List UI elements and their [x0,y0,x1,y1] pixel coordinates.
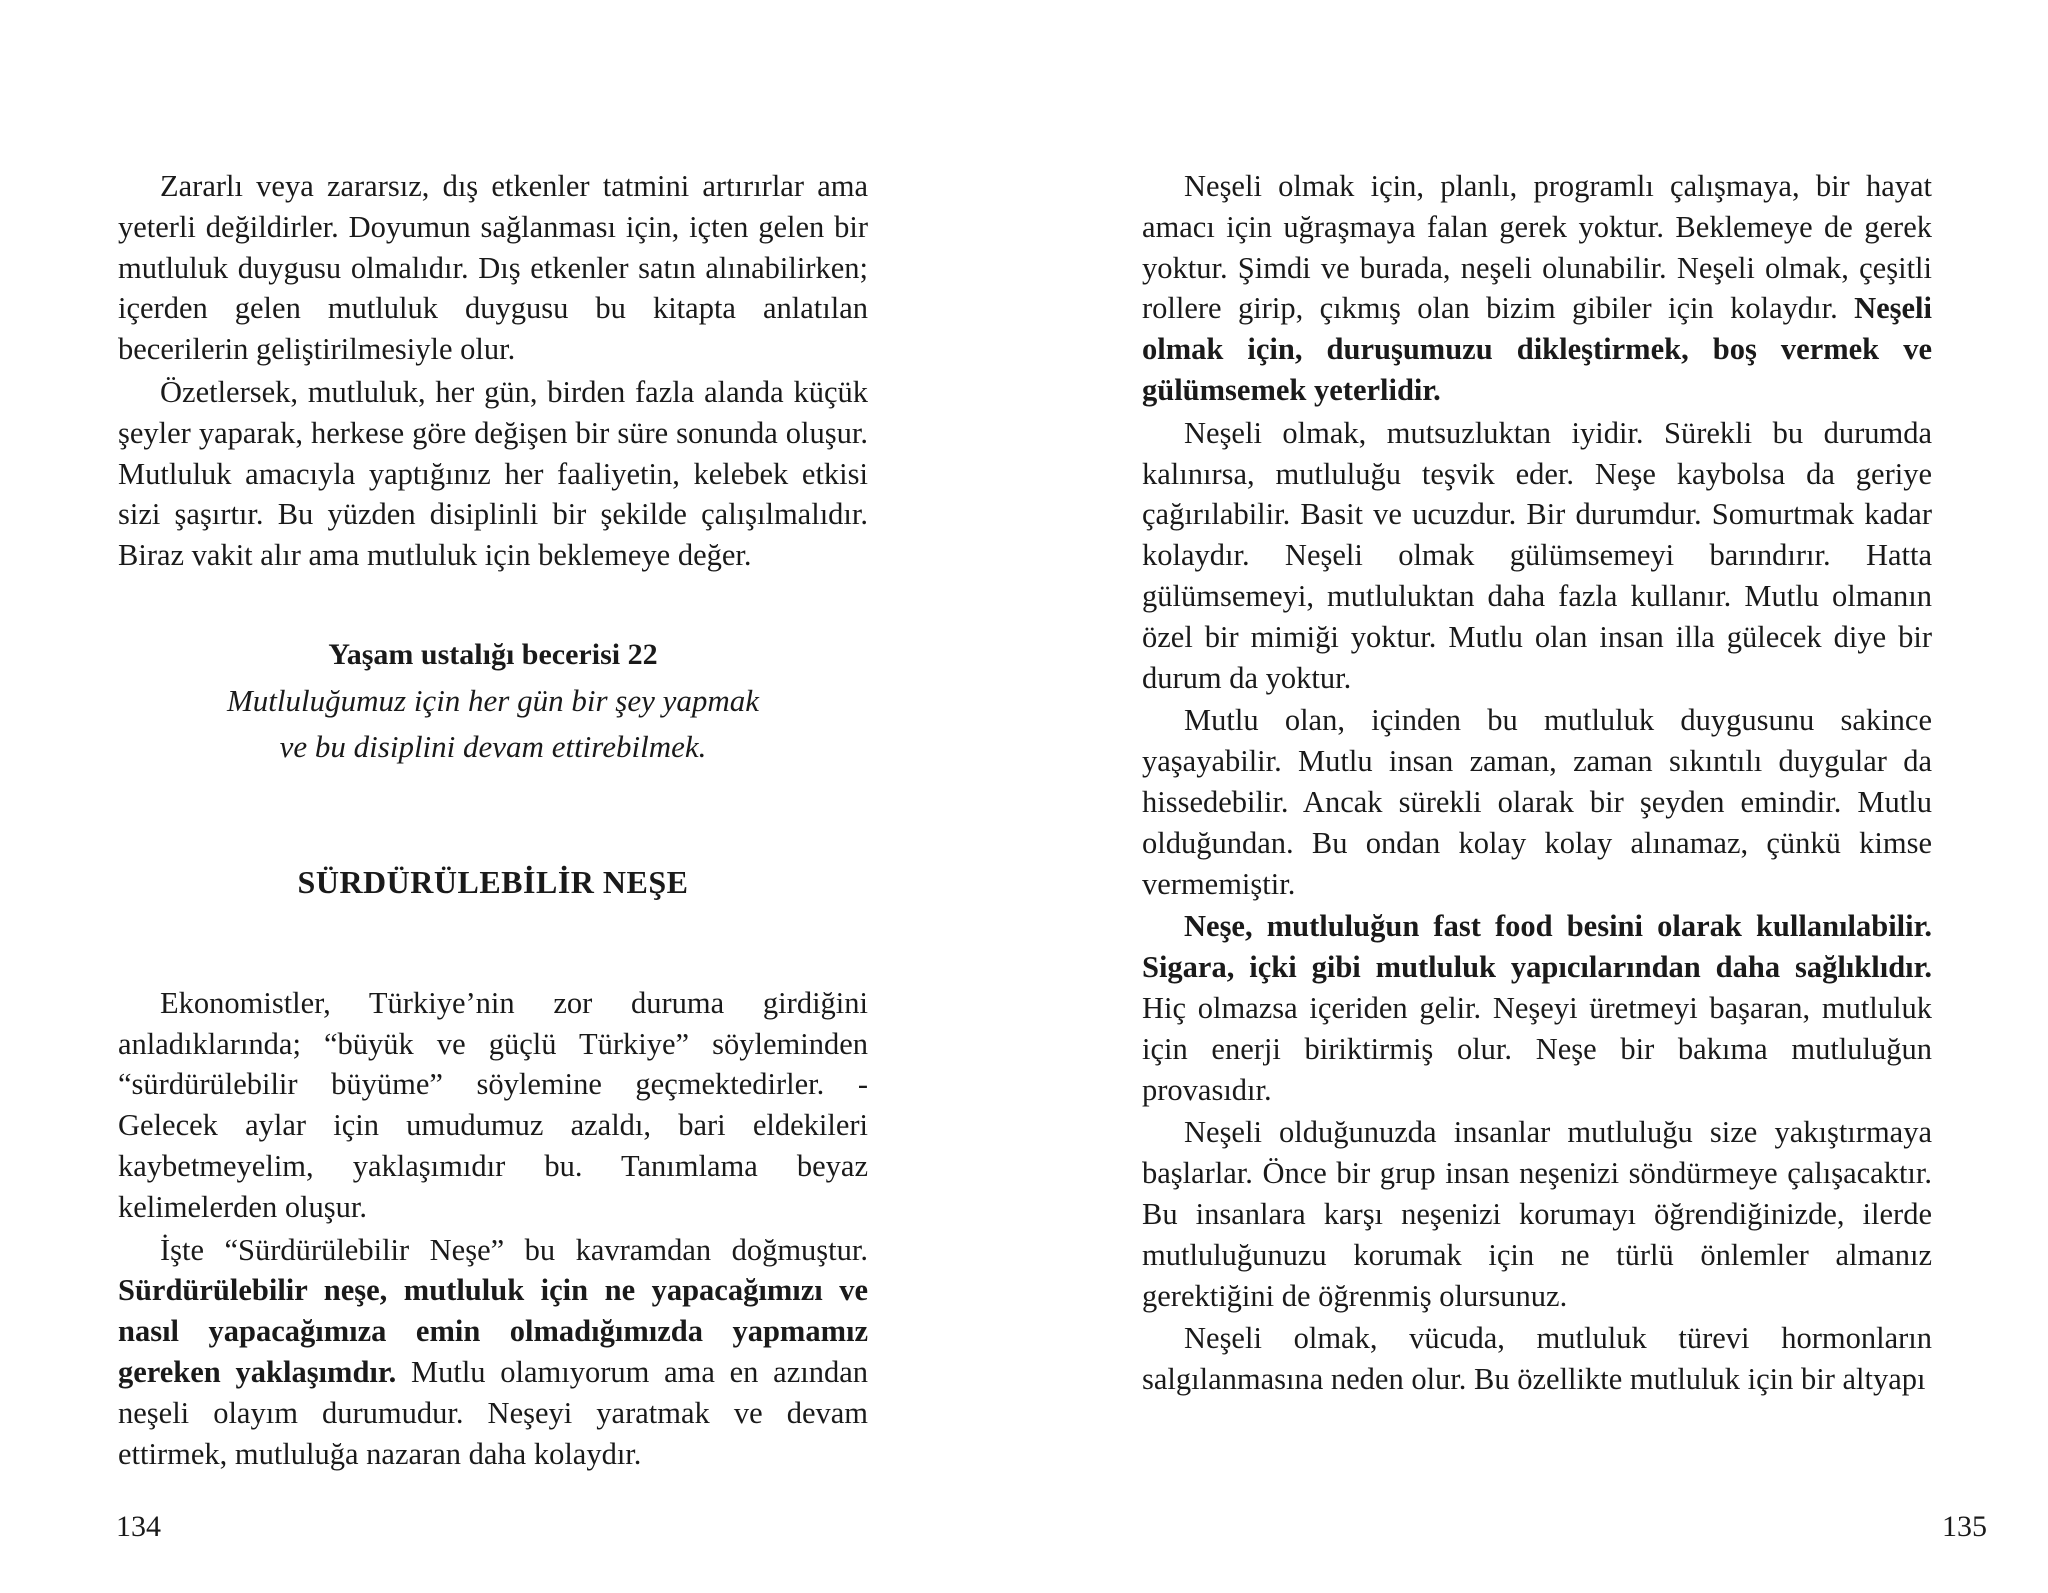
page-number: 135 [1942,1510,1987,1543]
paragraph: Neşeli olmak, mutsuzluktan iyidir. Sürekli bu durumda kalınırsa, mutluluğu teşvik eder. Neşe kaybolsa da geriye çağırılabilir. Basit ve ucuzdur. Bir durumdur. Somurtmak kadar kolaydır. Neşeli olmak gülümsemeyi barındırır. Hatta gülümsemeyi, mutluluktan daha fazla kullanır. Mutlu olmanın özel bir mimiği yoktur. Mutlu olan insan illa gülecek diye bir durum da yoktur. [1142,415,1932,695]
left-text-column [118,166,868,1476]
bold-text-run: Sürdürülebilir neşe, mutluluk için ne yapacağımızı ve nasıl yapacağımıza emin olmadığımızda yapmamız gereken yaklaşımdır. [118,1273,868,1389]
paragraph [118,1230,868,1475]
section-title: SÜRDÜRÜLEBİLİR NEŞE [297,863,689,900]
text-run: İşte “Sürdürülebilir Neşe” bu kavramdan doğmuştur. [160,1232,868,1267]
paragraph [1142,906,1932,1110]
paragraph: Mutlu olan, içinden bu mutluluk duygusunu sakince yaşayabilir. Mutlu insan zaman, zaman sıkıntılı duygular da hissedebilir. Ancak sürekli olarak bir şeyden emindir. Mutlu olduğundan. Bu ondan kolay kolay alınamaz, çünkü kimse vermemiştir. [1142,703,1932,901]
paragraph: Özetlersek, mutluluk, her gün, birden fazla alanda küçük şeyler yaparak, herkese göre değişen bir süre sonunda oluşur. Mutluluk amacıyla yaptığınız her faaliyetin, kelebek etkisi sizi şaşırtır. Bu yüzden disiplinli bir şekilde çalışılmalıdır. Biraz vakit alır ama mutluluk için beklemeye değer. [118,374,868,573]
skill-quote-line-2: ve bu disiplini devam ettirebilmek. [279,728,707,764]
skill-box [118,632,868,770]
paragraph [1142,166,1932,411]
paragraph: Ekonomistler, Türkiye’nin zor duruma girdiğini anladıklarında; “büyük ve güçlü Türkiye” söyleminden “sürdürülebilir büyüme” söylemine geçmektedirler. - Gelecek aylar için umudumuz azaldı, bari eldekileri kaybetmeyelim, yaklaşımıdır bu. Tanımlama beyaz kelimelerden oluşur. [118,985,868,1224]
paragraph: Neşeli olmak, vücuda, mutluluk türevi hormonların salgılanmasına neden olur. Bu özellikte mutluluk için bir altyapı [1142,1321,1932,1397]
skill-title: Yaşam ustalığı becerisi 22 [328,637,658,671]
page-number: 134 [116,1510,161,1543]
text-run: Mutlu olamıyorum ama en azından neşeli olayım durumudur. Neşeyi yaratmak ve devam ettirmek, mutluluğa nazaran daha kolaydır. [118,1354,868,1471]
skill-quote-line-1: Mutluluğumuz için her gün bir şey yapmak [226,682,760,718]
text-run: Neşeli olmak için, planlı, programlı çalışmaya, bir hayat amacı için uğraşmaya falan gerek yoktur. Beklemeye de gerek yoktur. Şimdi ve burada, neşeli olunabilir. Neşeli olmak, çeşitli rollere girip, çıkmış olan bizim gibiler için kolaydır. [1142,169,1932,326]
bold-text-run: Neşe, mutluluğun fast food besini olarak kullanılabilir. Sigara, içki gibi mutluluk yapıcılarından daha sağlıklıdır. [1142,909,1932,985]
right-page [1024,0,2048,1593]
right-text-column [1142,166,1932,1402]
text-run: Hiç olmazsa içeriden gelir. Neşeyi üretmeyi başaran, mutluluk için enerji biriktirmiş olur. Neşe bir bakıma mutluluğun provasıdır. [1142,990,1932,1107]
paragraph: Zararlı veya zararsız, dış etkenler tatmini artırırlar ama yeterli değildirler. Doyumun sağlanması için, içten gelen bir mutluluk duygusu olmalıdır. Dış etkenler satın alınabilirken; içerden gelen mutluluk duygusu bu kitapta anlatılan becerilerin geliştirilmesiyle olur. [118,169,868,367]
paragraph: Neşeli olduğunuzda insanlar mutluluğu size yakıştırmaya başlarlar. Önce bir grup insan neşenizi söndürmeye çalışacaktır. Bu insanlara karşı neşenizi korumayı öğrendiğinizde, ilerde mutluluğunuzu korumak için ne türlü önlemler almanız gerektiğini de öğrenmiş olursunuz. [1142,1115,1932,1313]
bold-text-run: Neşeli olmak için, duruşumuzu dikleştirmek, boş vermek ve gülümsemek yeterlidir. [1142,291,1932,407]
